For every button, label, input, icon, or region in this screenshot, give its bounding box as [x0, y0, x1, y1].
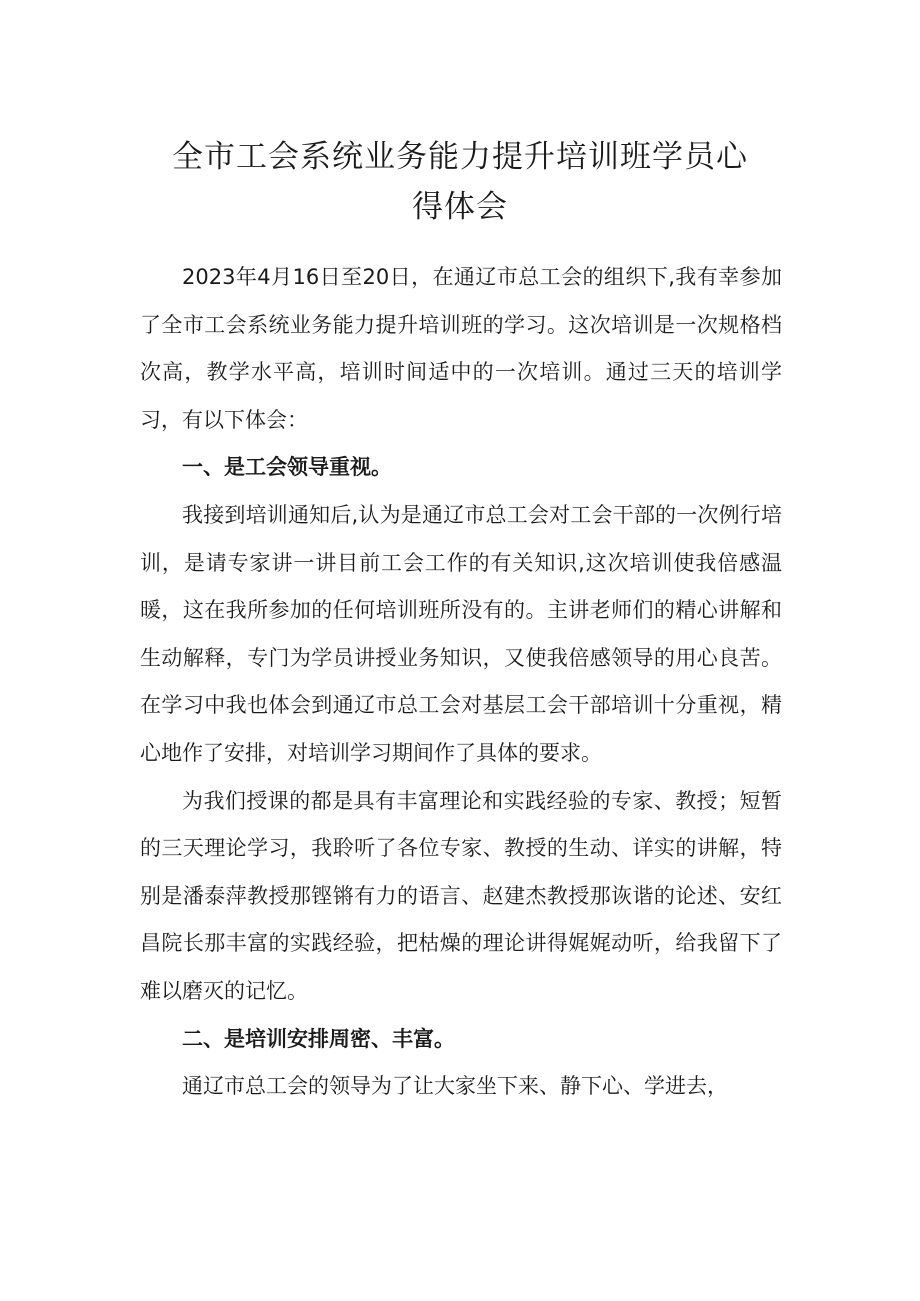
document-title — [140, 132, 780, 232]
title-line-2: 得体会 — [412, 189, 508, 225]
paragraph-intro: 2023年4月16日至20日，在通辽市总工会的组织下,我有幸参加了全市工会系统业务能力提升培训班的学习。这次培训是一次规格档次高，教学水平高，培训时间适中的一次培训。通过三天的培训学习，有以下体会： — [140, 265, 782, 432]
paragraph-lecturers: 为我们授课的都是具有丰富理论和实践经验的专家、教授；短暂的三天理论学习，我聆听了各位专家、教授的生动、详实的讲解，特别是潘泰萍教授那铿锵有力的语言、赵建杰教授那诙谐的论述、安红昌院长那丰富的实践经验，把枯燥的理论讲得娓娓动听，给我留下了难以磨灭的记忆。 — [140, 788, 782, 1003]
paragraph-arrangement: 通辽市总工会的领导为了让大家坐下来、静下心、学进去， — [182, 1074, 728, 1099]
paragraph-leadership: 我接到培训通知后,认为是通辽市总工会对工会干部的一次例行培训，是请专家讲一讲目前工会工作的有关知识,这次培训使我倍感温暖，这在我所参加的任何培训班所没有的。主讲老师们的精心讲解和生动解释，专门为学员讲授业务知识，又使我倍感领导的用心良苦。在学习中我也体会到通辽市总工会对基层工会干部培训十分重视，精心地作了安排，对培训学习期间作了具体的要求。 — [140, 502, 782, 765]
title-line-1: 全市工会系统业务能力提升培训班学员心 — [172, 139, 748, 175]
section-heading-1: 一、是工会领导重视。 — [182, 455, 392, 480]
section-heading-2: 二、是培训安排周密、丰富。 — [182, 1026, 455, 1051]
document-body — [140, 254, 782, 1111]
